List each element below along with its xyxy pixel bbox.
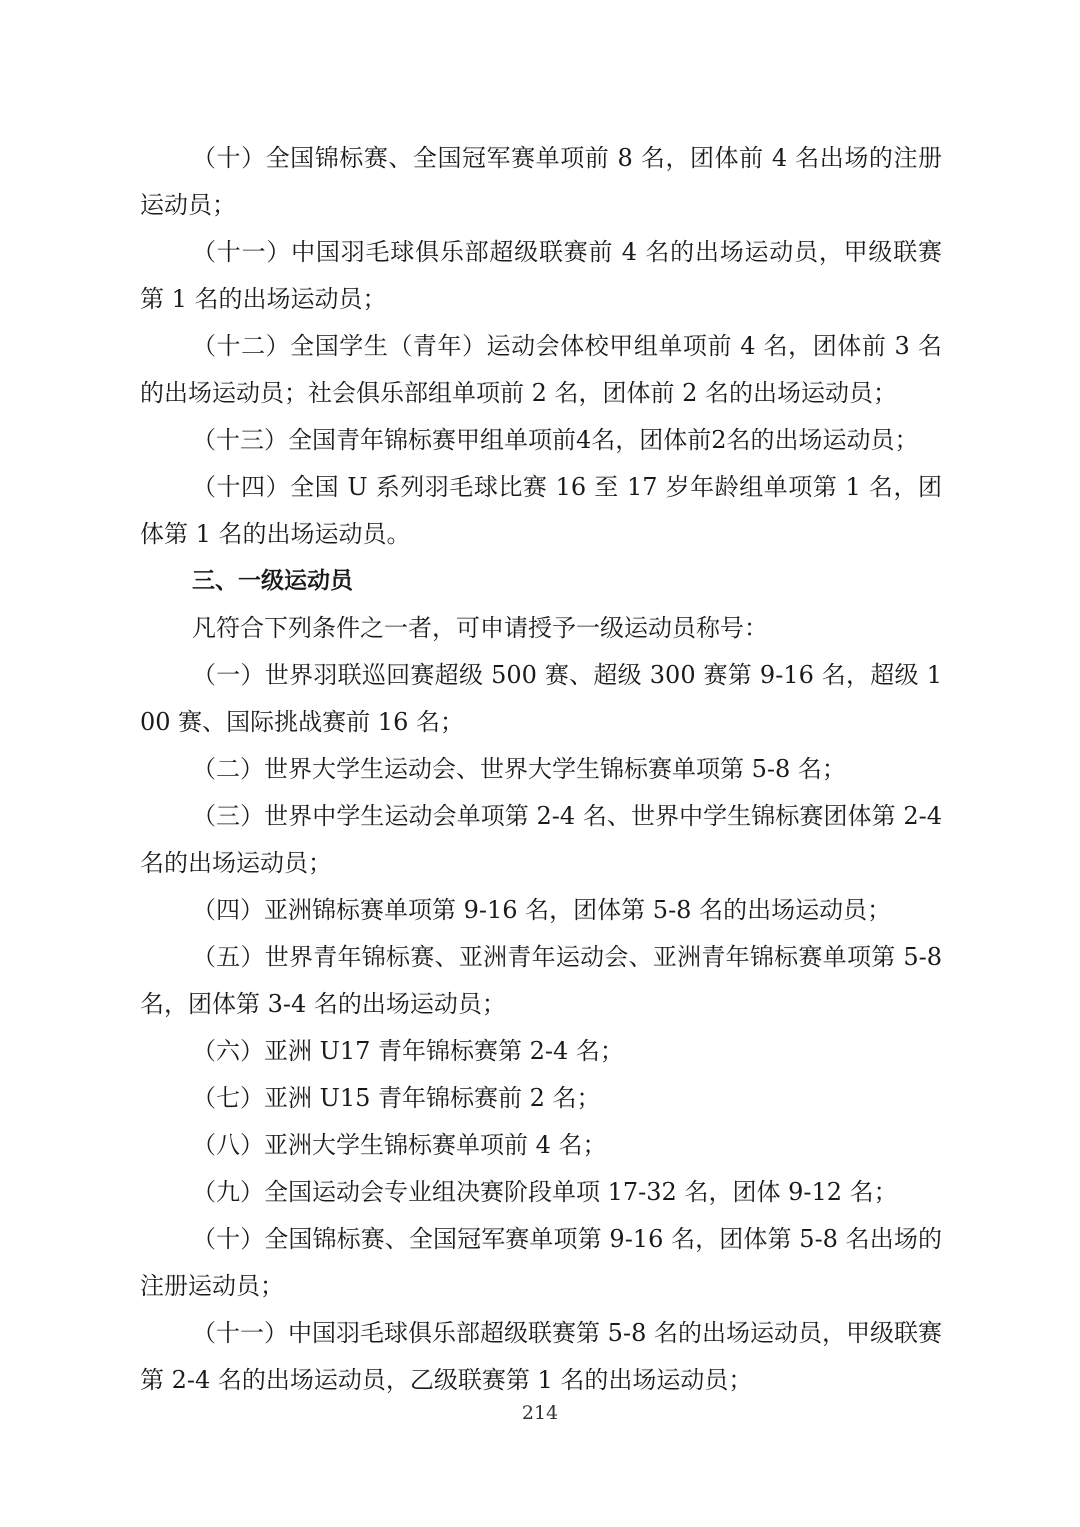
paragraph-bottom-8: （八）亚洲大学生锦标赛单项前 4 名； xyxy=(192,1131,607,1159)
paragraph-top-5: （十四）全国 U 系列羽毛球比赛 16 至 17 岁年龄组单项第 1 名，团体第 1 名的出场运动员。 xyxy=(140,473,942,548)
paragraph-top-4: （十三）全国青年锦标赛甲组单项前4名，团体前2名的出场运动员； xyxy=(192,426,919,454)
paragraph-bottom-9: （九）全国运动会专业组决赛阶段单项 17-32 名，团体 9-12 名； xyxy=(192,1178,898,1206)
paragraph-bottom-2: （二）世界大学生运动会、世界大学生锦标赛单项第 5-8 名； xyxy=(192,755,846,783)
paragraph-bottom-5: （五）世界青年锦标赛、亚洲青年运动会、亚洲青年锦标赛单项第 5-8 名，团体第 3-4 名的出场运动员； xyxy=(140,943,942,1018)
paragraph-top-2: （十一）中国羽毛球俱乐部超级联赛前 4 名的出场运动员，甲级联赛第 1 名的出场运动员； xyxy=(140,238,942,313)
document-body xyxy=(140,135,942,1404)
paragraph-bottom-1: （一）世界羽联巡回赛超级 500 赛、超级 300 赛第 9-16 名，超级 100 赛、国际挑战赛前 16 名； xyxy=(140,661,942,736)
paragraph-bottom-7: （七）亚洲 U15 青年锦标赛前 2 名； xyxy=(192,1084,601,1112)
paragraph-bottom-6: （六）亚洲 U17 青年锦标赛第 2-4 名； xyxy=(192,1037,624,1065)
page-number: 214 xyxy=(521,1402,559,1424)
paragraph-bottom-11: （十一）中国羽毛球俱乐部超级联赛第 5-8 名的出场运动员，甲级联赛第 2-4 名的出场运动员，乙级联赛第 1 名的出场运动员； xyxy=(140,1319,942,1394)
paragraph-top-1: （十）全国锦标赛、全国冠军赛单项前 8 名，团体前 4 名出场的注册运动员； xyxy=(140,144,942,219)
paragraph-bottom-3: （三）世界中学生运动会单项第 2-4 名、世界中学生锦标赛团体第 2-4 名的出场运动员； xyxy=(140,802,942,877)
section-heading: 三、一级运动员 xyxy=(192,568,353,594)
section-intro: 凡符合下列条件之一者，可申请授予一级运动员称号： xyxy=(192,614,768,642)
paragraph-bottom-4: （四）亚洲锦标赛单项第 9-16 名，团体第 5-8 名的出场运动员； xyxy=(192,896,892,924)
paragraph-top-3: （十二）全国学生（青年）运动会体校甲组单项前 4 名，团体前 3 名的出场运动员；社会俱乐部组单项前 2 名，团体前 2 名的出场运动员； xyxy=(140,332,942,407)
paragraph-bottom-10: （十）全国锦标赛、全国冠军赛单项第 9-16 名，团体第 5-8 名出场的注册运动员； xyxy=(140,1225,942,1300)
